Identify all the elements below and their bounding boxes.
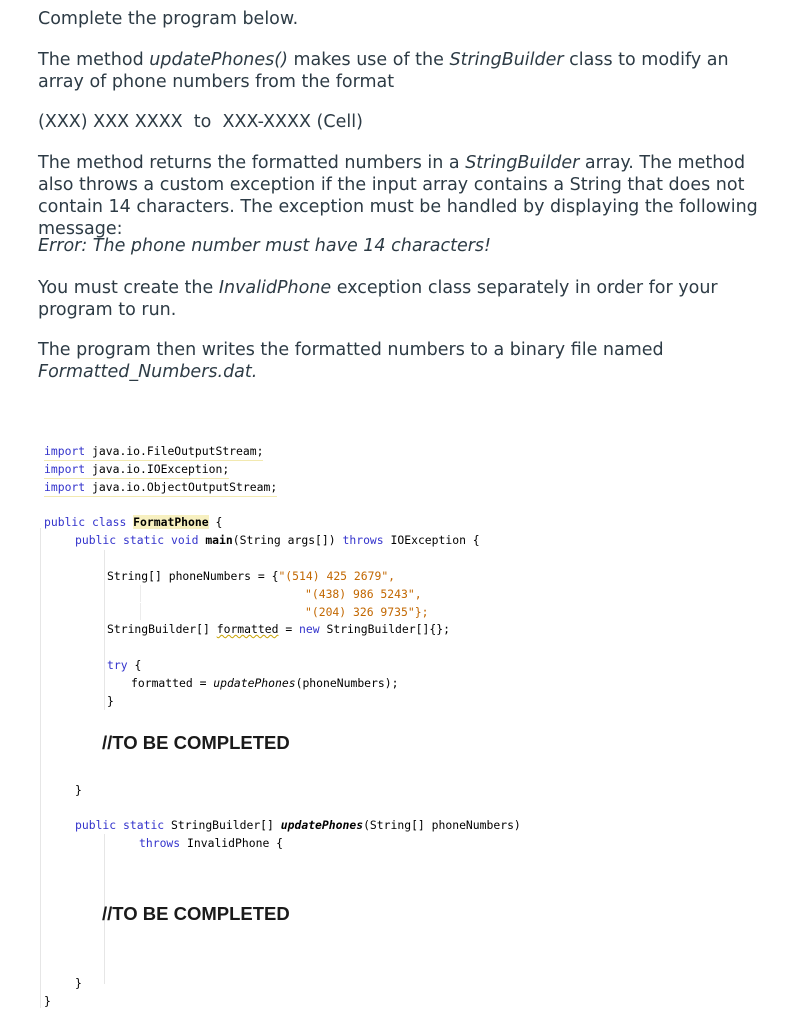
- method-call: updatePhones: [213, 676, 296, 690]
- todo-marker: [102, 732, 290, 754]
- declaration: String[] phoneNumbers = {: [107, 569, 279, 583]
- operator: =: [278, 622, 300, 636]
- keyword: throws: [342, 533, 384, 547]
- brace: {: [215, 515, 223, 529]
- intro-paragraph-file: [38, 339, 768, 383]
- keyword: class: [92, 515, 127, 529]
- format-text: (XXX) XXX XXXX to XXX-XXXX (Cell): [38, 112, 363, 132]
- todo-marker: [102, 903, 290, 925]
- class-name: InvalidPhone: [218, 278, 332, 298]
- code-line-brace: [75, 974, 82, 992]
- file-name: Formatted_Numbers.dat.: [38, 362, 258, 382]
- keyword: void: [171, 533, 199, 547]
- import-path: java.io.IOException;: [92, 462, 230, 476]
- code-line-main: [75, 531, 480, 549]
- code-line-brace: [107, 692, 114, 710]
- return-type: StringBuilder[]: [171, 818, 281, 832]
- brace: }: [107, 694, 114, 708]
- code-line-throws: [139, 834, 283, 852]
- declaration: StringBuilder[]{};: [319, 622, 450, 636]
- assignment: formatted =: [131, 676, 214, 690]
- code-line-brace: [44, 992, 51, 1010]
- keyword: public: [75, 818, 117, 832]
- keyword: import: [44, 480, 86, 494]
- error-text: Error: The phone number must have 14 characters!: [38, 236, 492, 256]
- text-span: The program then writes the formatted numbers to a binary file named: [38, 340, 664, 360]
- code-line-array-item: [305, 585, 422, 603]
- error-message: [38, 235, 768, 257]
- code-indent-guide: [140, 603, 301, 620]
- string-literal: "(438) 986 5243",: [305, 587, 422, 601]
- code-line-array-item: [305, 603, 428, 621]
- code-indent-guide: [104, 550, 105, 710]
- keyword: public: [44, 515, 86, 529]
- todo-text: //TO BE COMPLETED: [102, 903, 290, 924]
- code-line-import: [44, 478, 277, 497]
- class-name: StringBuilder: [449, 50, 564, 70]
- todo-text: //TO BE COMPLETED: [102, 732, 290, 753]
- intro-paragraph-exception: [38, 277, 768, 321]
- code-line-sb: [107, 620, 450, 638]
- string-literal: "(204) 326 9735"};: [305, 605, 429, 619]
- class-name: StringBuilder: [465, 153, 580, 173]
- intro-heading: [38, 8, 768, 30]
- text-span: The method: [38, 50, 150, 70]
- code-line-method: [75, 816, 521, 834]
- keyword: import: [44, 444, 86, 458]
- import-path: java.io.FileOutputStream;: [92, 444, 264, 458]
- code-line-try-body: [131, 674, 398, 692]
- keyword: public: [75, 533, 117, 547]
- args: (phoneNumbers);: [295, 676, 399, 690]
- intro-paragraph-returns: [38, 152, 768, 240]
- class-identifier: FormatPhone: [133, 515, 209, 529]
- text-span: class to modify an array of phone numbers from the format: [38, 50, 729, 92]
- variable: formatted: [216, 622, 279, 636]
- code-line-import: [44, 442, 263, 461]
- brace: }: [44, 994, 51, 1008]
- declaration: StringBuilder[]: [107, 622, 217, 636]
- params: (String args[]): [232, 533, 336, 547]
- code-line-class: [44, 513, 222, 531]
- code-line-brace: [75, 781, 82, 799]
- method-identifier: updatePhones: [280, 818, 364, 832]
- code-line-array: [107, 567, 395, 585]
- keyword: static: [123, 533, 165, 547]
- intro-text: Complete the program below.: [38, 9, 299, 29]
- exception-type: InvalidPhone {: [187, 836, 284, 850]
- text-span: You must create the: [38, 278, 219, 298]
- keyword: import: [44, 462, 86, 476]
- keyword: throws: [139, 836, 181, 850]
- intro-paragraph-method: [38, 49, 768, 93]
- keyword: static: [123, 818, 165, 832]
- code-indent-guide: [140, 585, 301, 602]
- text-span: array. The method also throws a custom exception if the input array contains a String that does not contain 14 characters. The exception must be handled by displaying the following message:: [38, 153, 758, 239]
- code-line-try: [107, 656, 141, 674]
- brace: }: [75, 783, 82, 797]
- code-line-import: [44, 460, 229, 479]
- keyword: try: [107, 658, 128, 672]
- text-span: makes use of the: [287, 50, 450, 70]
- method-name: updatePhones(): [149, 50, 288, 70]
- text-span: exception class separately in order for your program to run.: [38, 278, 718, 320]
- string-literal: "(514) 425 2679",: [278, 569, 396, 583]
- brace: }: [75, 976, 82, 990]
- params: (String[] phoneNumbers): [363, 818, 521, 832]
- format-line: [38, 111, 768, 133]
- code-gutter: [40, 528, 41, 1008]
- keyword: new: [299, 622, 320, 636]
- brace: {: [134, 658, 142, 672]
- import-path: java.io.ObjectOutputStream;: [92, 480, 278, 494]
- method-identifier: main: [205, 533, 233, 547]
- text-span: The method returns the formatted numbers in a: [38, 153, 466, 173]
- exception-type: IOException {: [390, 533, 480, 547]
